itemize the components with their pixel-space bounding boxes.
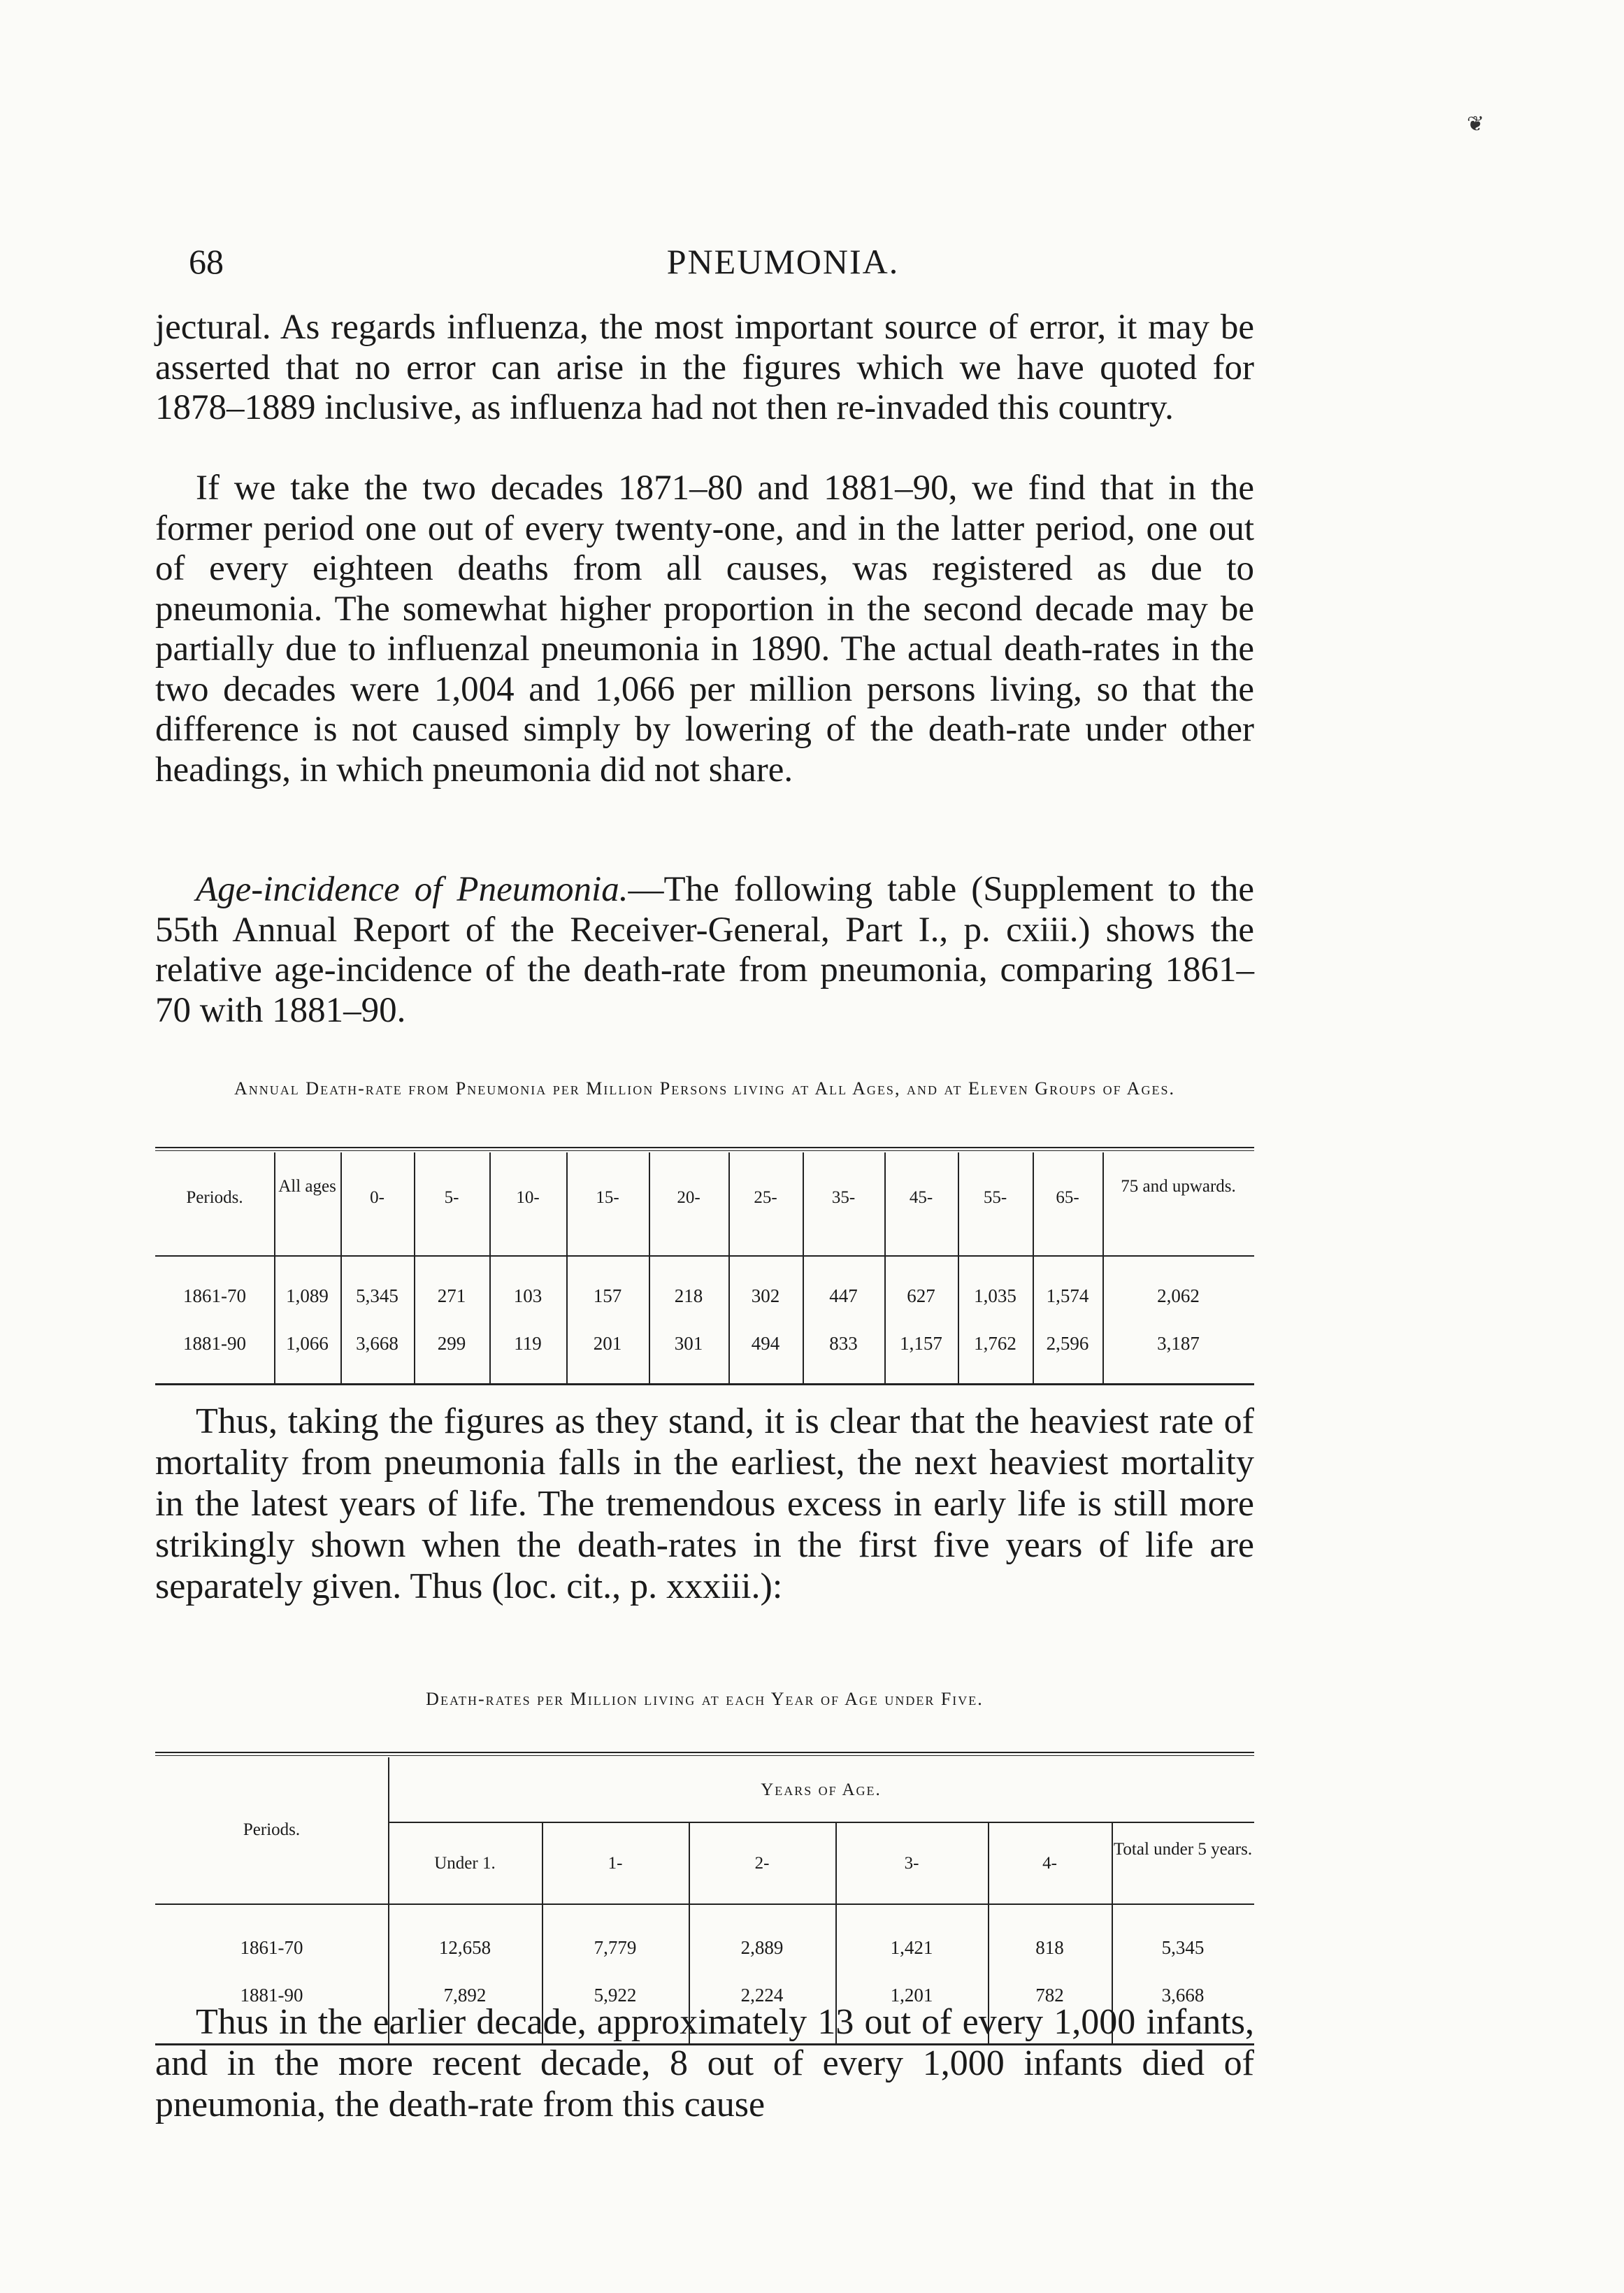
- table1-cell: 302: [751, 1285, 780, 1306]
- table1-header-cell: All ages: [278, 1177, 336, 1196]
- table1-cell: 627: [907, 1285, 935, 1306]
- table2-cell: 5,922: [594, 1985, 637, 2006]
- paragraph-3-body: —The following table (Supplement to the 55th Annual Report of the Receiver-General, Part I., p. cxiii.) shows the relative age-incidence of the death-rate from pneumonia, comparing 1861–70 with 1881–90.: [155, 870, 1254, 1030]
- table2-cell: 1,421: [890, 1937, 933, 1958]
- table2-header-cell: Total under 5 years.: [1113, 1840, 1253, 1859]
- table1-top-rule-thin: [155, 1150, 1254, 1151]
- table2-cell: 782: [1035, 1985, 1064, 2006]
- paragraph-1: jectural. As regards influenza, the most important source of error, it may be asserted that no error can arise in the figures which we have quoted for 1878–1889 inclusive, as influenza had not then re-invaded this country.: [155, 308, 1254, 427]
- table1-header-cell: 5-: [444, 1188, 459, 1207]
- table1-cell: 1,066: [286, 1333, 329, 1354]
- table2-cell: 7,779: [594, 1937, 637, 1958]
- paragraph-2: If we take the two decades 1871–80 and 1881–90, we find that in the former period one out of every twenty-one, and in the latter period, one out of every eighteen deaths from all causes, was registered as due to pneumonia. The somewhat higher proportion in the second decade may be partially due to influenzal pneumonia in 1890. The actual death-rates in the two decades were 1,004 and 1,066 per million persons living, so that the difference is not caused simply by lowering of the death-rate under other headings, in which pneumonia did not share.: [155, 469, 1254, 790]
- table1-header-cell: 20-: [677, 1188, 700, 1207]
- table2-periods-header: Periods.: [243, 1820, 301, 1839]
- table2-group-rule: [388, 1822, 1254, 1823]
- table1-top-rule: [155, 1147, 1254, 1148]
- page-number: 68: [189, 242, 224, 281]
- table1-header-cell: 65-: [1056, 1188, 1079, 1207]
- table1-cell: 2,062: [1157, 1285, 1200, 1306]
- table1-cell: 157: [593, 1285, 622, 1306]
- table2-header-rule: [155, 1903, 1254, 1905]
- paragraph-3: [155, 870, 1254, 1031]
- table2-header-cell: 4-: [1042, 1854, 1057, 1873]
- table2-top-rule-thin: [155, 1755, 1254, 1756]
- table2-header-cell: 1-: [608, 1854, 623, 1873]
- paragraph-5: Thus in the earlier decade, approximately 13 out of every 1,000 infants, and in the more recent decade, 8 out of every 1,000 infants died of pneumonia, the death-rate from this cause: [155, 2002, 1254, 2124]
- table1-header-cell: 0-: [370, 1188, 385, 1207]
- table2-cell: 3,668: [1161, 1985, 1205, 2006]
- table1-cell: 494: [751, 1333, 780, 1354]
- table1-cell: 1,762: [974, 1333, 1016, 1354]
- table2-cell: 2,224: [740, 1985, 784, 2006]
- section-heading: Age-incidence of Pneumonia.: [196, 870, 628, 909]
- table1-cell: 299: [437, 1333, 466, 1354]
- table1-cell: 1861-70: [183, 1285, 246, 1306]
- table2-cell: 1861-70: [240, 1937, 303, 1958]
- table1-cell: 1881-90: [183, 1333, 246, 1354]
- table2-cell: 1,201: [890, 1985, 933, 2006]
- table1-cell: 218: [674, 1285, 703, 1306]
- table1-cell: 1,035: [974, 1285, 1016, 1306]
- table2-header-cell: Under 1.: [434, 1854, 496, 1873]
- corner-ornament-icon: ❦: [1467, 113, 1485, 136]
- table2-caption: Death-rates per Million living at each Year of Age under Five.: [426, 1689, 984, 1709]
- table1-cell: 1,157: [900, 1333, 942, 1354]
- table1-cell: 3,668: [356, 1333, 398, 1354]
- table1-cell: 119: [514, 1333, 542, 1354]
- table1-header-cell: 25-: [754, 1188, 777, 1207]
- table2-top-rule: [155, 1752, 1254, 1753]
- table2-cell: 7,892: [443, 1985, 487, 2006]
- table1-header-rule: [155, 1255, 1254, 1257]
- table1-cell: 301: [674, 1333, 703, 1354]
- table1-cell: 201: [593, 1333, 622, 1354]
- table1-cell: 447: [829, 1285, 858, 1306]
- table2-cell: 5,345: [1161, 1937, 1205, 1958]
- page-header: [189, 241, 1377, 290]
- paragraph-4: Thus, taking the figures as they stand, it is clear that the heaviest rate of mortality from pneumonia falls in the earliest, the next heaviest mortality in the latest years of life. The tremendous excess in early life is still more strikingly shown when the death-rates in the first five years of life are separately given. Thus (loc. cit., p. xxxiii.):: [155, 1401, 1254, 1606]
- table1-cell: 3,187: [1157, 1333, 1200, 1354]
- running-head: PNEUMONIA.: [666, 242, 900, 281]
- table1-header-cell: Periods.: [186, 1188, 243, 1207]
- table2-group-header: Years of Age.: [761, 1780, 882, 1799]
- table1-cell: 1,089: [286, 1285, 329, 1306]
- table1-header-cell: 15-: [596, 1188, 619, 1207]
- table1-cell: 103: [513, 1285, 542, 1306]
- table1-cell: 2,596: [1046, 1333, 1089, 1354]
- table2-header-cell: 2-: [754, 1854, 770, 1873]
- table2-cell: 2,889: [740, 1937, 784, 1958]
- table1-header-cell: 75 and upwards.: [1121, 1177, 1236, 1196]
- table2-header-cell: 3-: [904, 1854, 919, 1873]
- table1-caption: Annual Death-rate from Pneumonia per Million Persons living at All Ages, and at Eleven Groups of Ages.: [234, 1078, 1175, 1099]
- table1-cell: 5,345: [356, 1285, 398, 1306]
- table1-header-cell: 10-: [516, 1188, 540, 1207]
- table2-cell: 1881-90: [240, 1985, 303, 2006]
- table2-cell: 818: [1035, 1937, 1064, 1958]
- table1-cell: 833: [829, 1333, 858, 1354]
- table1-bottom-rule: [155, 1383, 1254, 1385]
- table1-header-cell: 35-: [831, 1188, 856, 1207]
- table1-header-cell: 55-: [983, 1188, 1007, 1207]
- table1-cell: 1,574: [1046, 1285, 1089, 1306]
- table1-cell: 271: [437, 1285, 466, 1306]
- table1-header-cell: 45-: [909, 1188, 933, 1207]
- table2-cell: 12,658: [438, 1937, 491, 1958]
